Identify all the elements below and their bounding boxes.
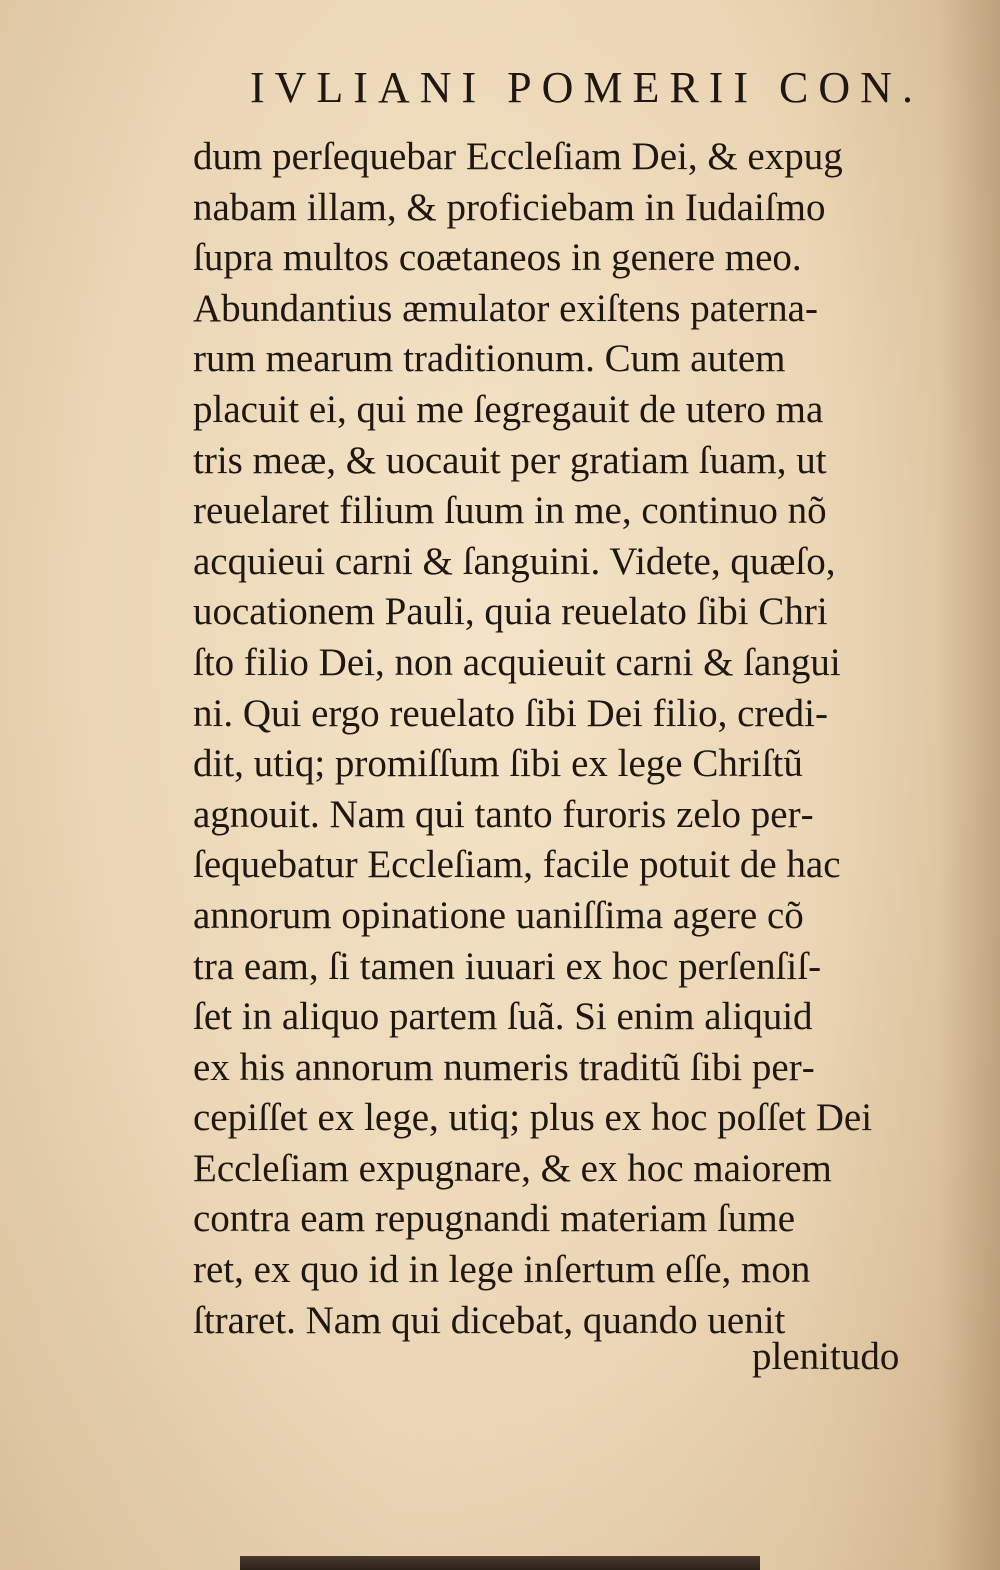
text-line: reuelaret filium ſuum in me, continuo nõ <box>193 489 827 533</box>
running-head: IVLIANI POMERII CON. <box>250 63 923 112</box>
text-line: acquieui carni & ſanguini. Videte, quæſo, <box>193 539 836 583</box>
text-line: dit, utiq; promiſſum ſibi ex lege Chriſtũ <box>193 742 803 786</box>
text-line: placuit ei, qui me ſegregauit de utero ma <box>193 387 824 431</box>
text-line: ſto filio Dei, non acquieuit carni & ſangui <box>193 640 841 684</box>
binding-edge <box>240 1556 760 1570</box>
text-line: ſtraret. Nam qui dicebat, quando uenit <box>193 1298 786 1342</box>
catchword: plenitudo <box>752 1335 900 1378</box>
text-line: tra eam, ſi tamen iuuari ex hoc perſenſiſ‐ <box>193 944 822 988</box>
text-line: ret, ex quo id in lege inſertum eſſe, mon <box>193 1248 811 1292</box>
body-text <box>193 132 953 1346</box>
text-line: ſupra multos coætaneos in genere meo. <box>193 236 802 280</box>
text-line: Eccleſiam expugnare, & ex hoc maiorem <box>193 1146 832 1190</box>
text-line: rum mearum traditionum. Cum autem <box>193 337 786 381</box>
text-line: ſet in aliquo partem ſuã. Si enim aliquid <box>193 995 813 1039</box>
text-line: tris meæ, & uocauit per gratiam ſuam, ut <box>193 438 827 482</box>
text-line: cepiſſet ex lege, utiq; plus ex hoc poſſet Dei <box>193 1096 873 1140</box>
text-line: dum perſequebar Eccleſiam Dei, & expug <box>193 135 843 178</box>
text-line: nabam illam, & proficiebam in Iudaiſmo <box>193 185 826 229</box>
text-line: ſequebatur Eccleſiam, facile potuit de hac <box>193 843 841 887</box>
text-line: contra eam repugnandi materiam ſume <box>193 1197 796 1241</box>
text-line: annorum opinatione uaniſſima agere cõ <box>193 893 804 937</box>
text-line: uocationem Pauli, quia reuelato ſibi Chri <box>193 590 828 634</box>
text-line: agnouit. Nam qui tanto furoris zelo per‐ <box>193 792 814 836</box>
text-line: Abundantius æmulator exiſtens paterna‐ <box>193 286 818 330</box>
text-line: ni. Qui ergo reuelato ſibi Dei filio, credi‐ <box>193 691 829 735</box>
text-line: ex his annorum numeris traditũ ſibi per‐ <box>193 1045 815 1089</box>
